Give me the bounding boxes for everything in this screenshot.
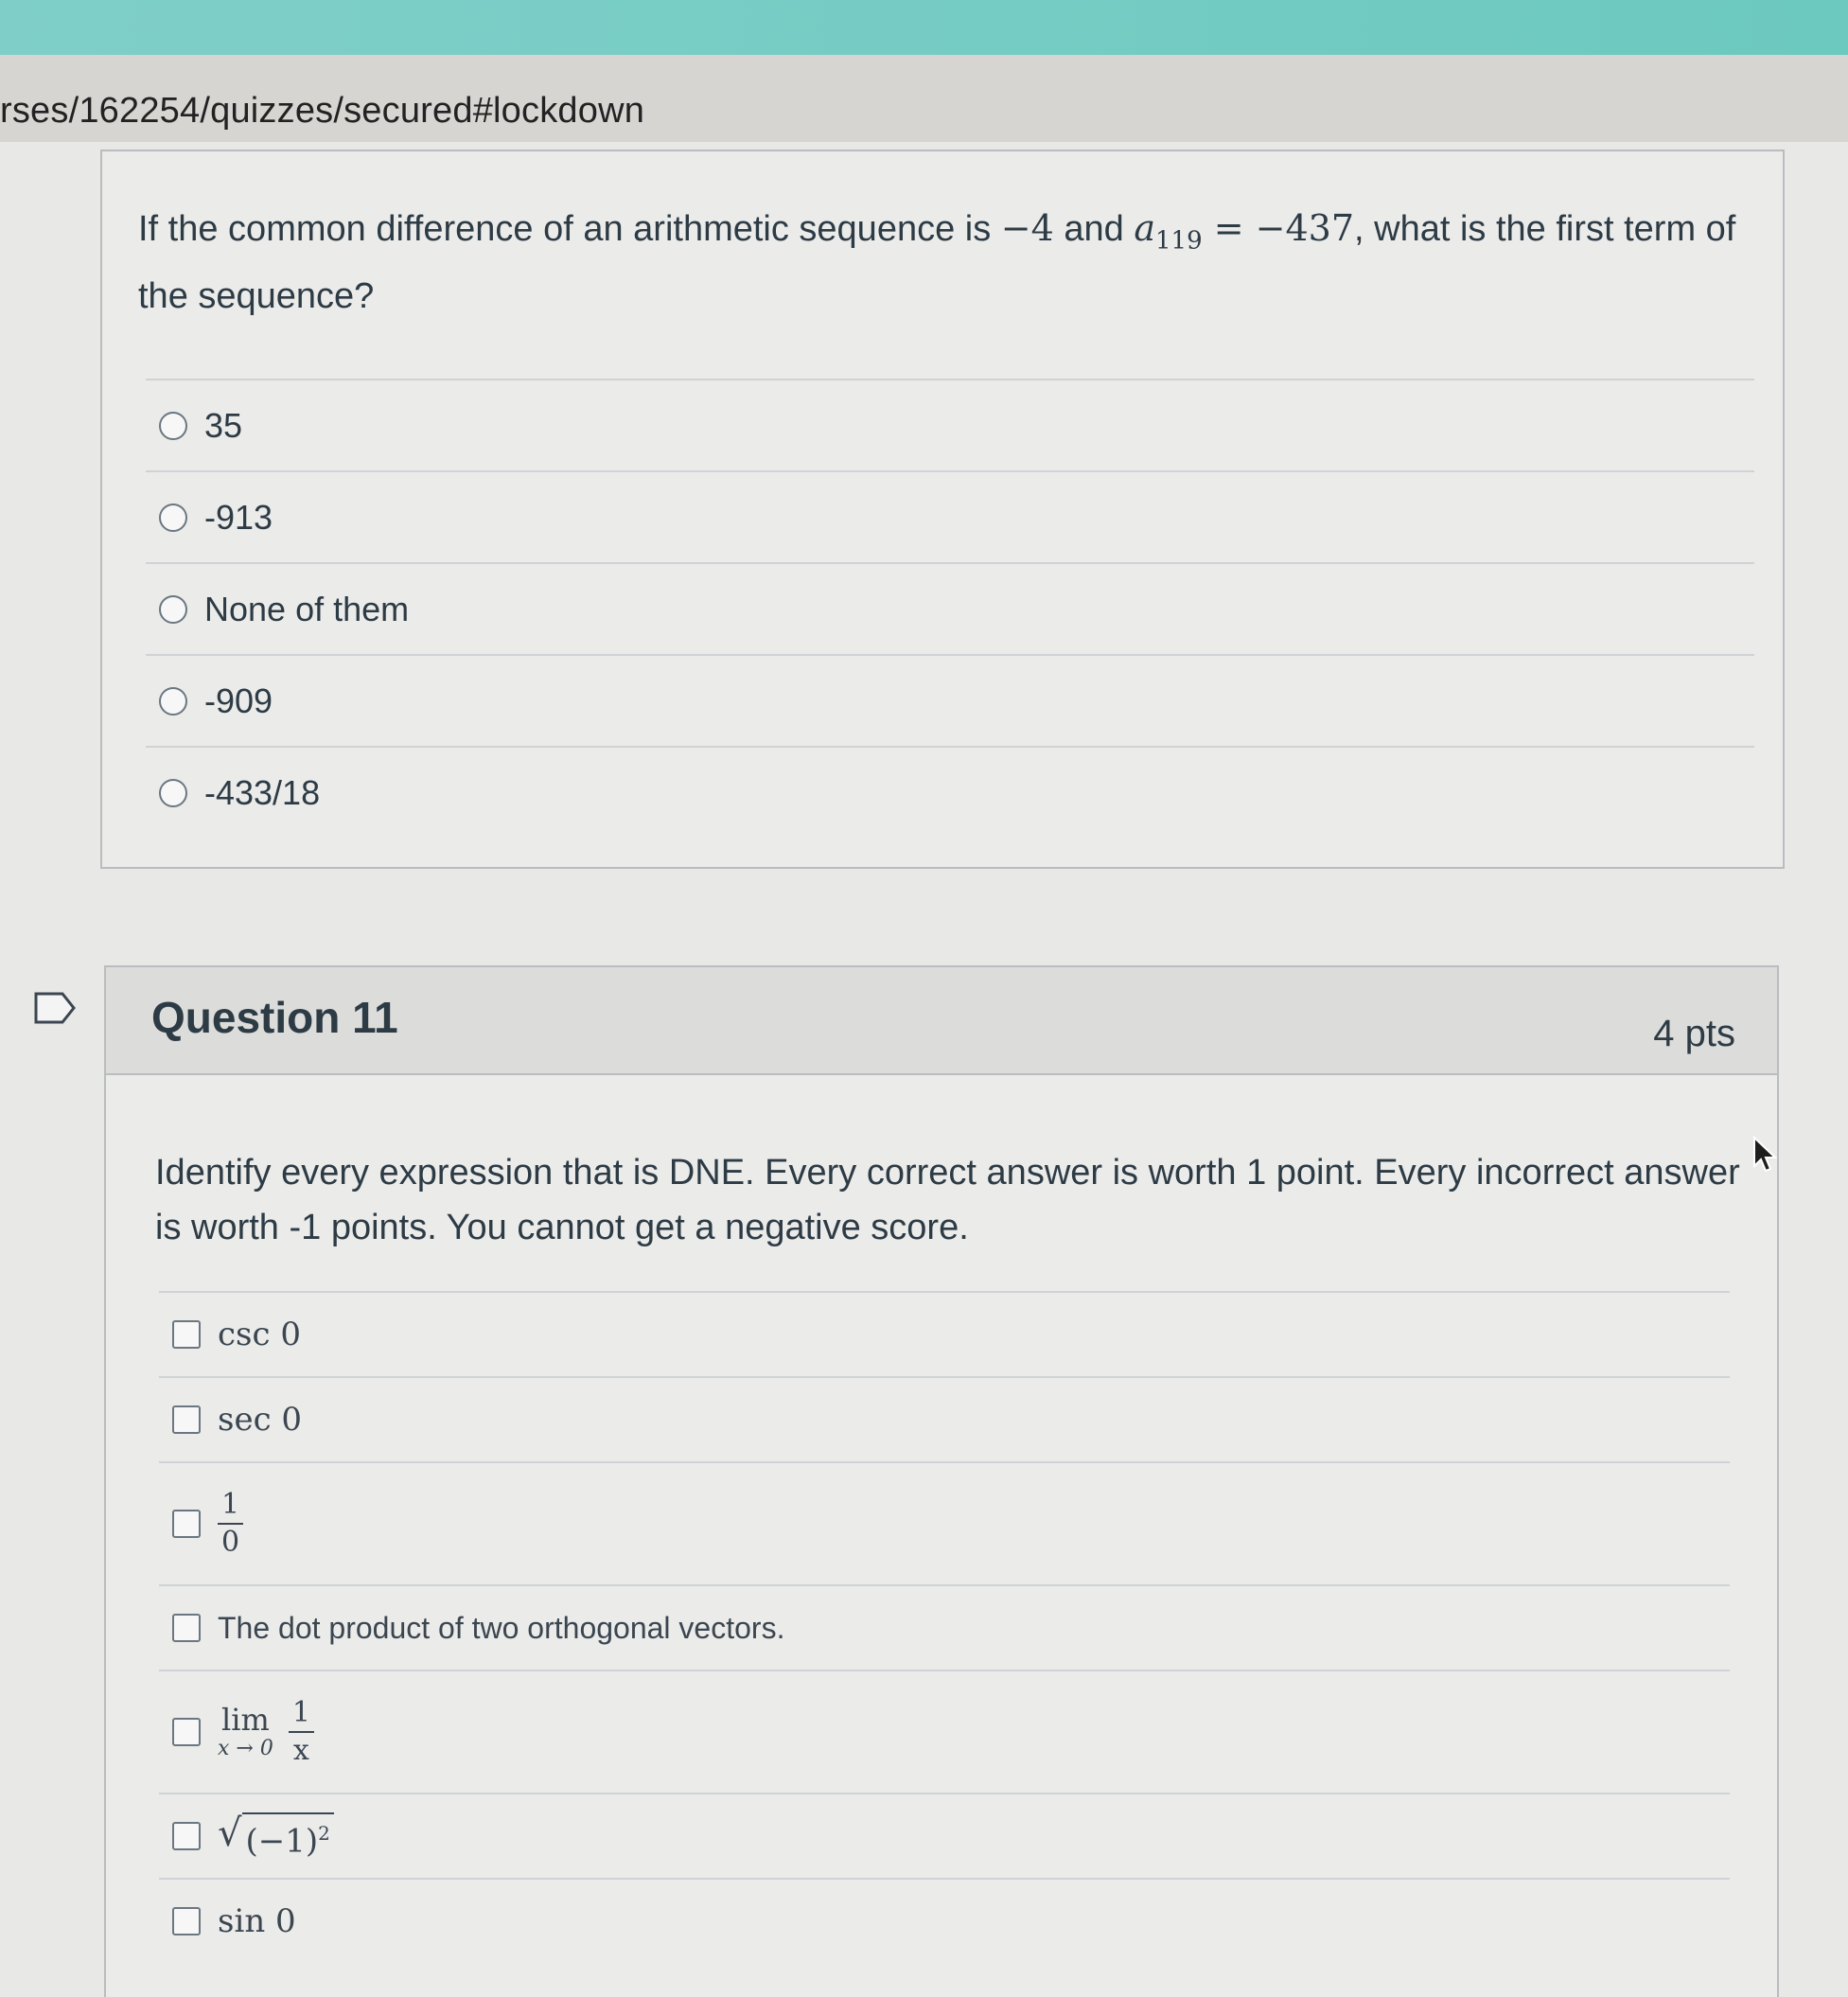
limit-expression [218, 1695, 314, 1769]
fraction-numerator: 1 [218, 1487, 243, 1525]
answer-option[interactable] [159, 1291, 1730, 1376]
question-points: 4 pts [1653, 1013, 1735, 1054]
term-expression [1134, 207, 1355, 256]
limit-operator [218, 1703, 273, 1761]
radio-button[interactable] [159, 687, 187, 716]
term-value: −437 [1255, 207, 1355, 249]
sqrt-expression [218, 1812, 334, 1860]
answer-option[interactable] [159, 1584, 1730, 1670]
checkbox[interactable] [172, 1320, 201, 1349]
term-variable: a [1134, 207, 1155, 249]
question-text-part: , what is the first term of the sequence? [138, 209, 1736, 316]
answer-option[interactable] [146, 746, 1754, 838]
answer-option[interactable] [146, 654, 1754, 746]
sqrt-radicand [242, 1812, 334, 1860]
answer-label: -913 [204, 497, 273, 537]
answer-list [146, 379, 1754, 838]
answer-label: The dot product of two orthogonal vectors. [218, 1610, 785, 1645]
answer-label: -909 [204, 680, 273, 720]
answer-option[interactable] [159, 1878, 1730, 1963]
answer-list [159, 1291, 1730, 1963]
mouse-cursor-icon [1752, 1136, 1777, 1174]
url-text[interactable]: rses/162254/quizzes/secured#lockdown [0, 91, 645, 131]
question-header [106, 967, 1777, 1075]
flag-shape [36, 994, 74, 1022]
flag-question-icon[interactable] [34, 992, 76, 1024]
answer-label: -433/18 [204, 772, 321, 812]
checkbox[interactable] [172, 1510, 201, 1538]
fraction-denominator: x [292, 1734, 309, 1767]
checkbox[interactable] [172, 1614, 201, 1642]
cursor-shape [1754, 1138, 1775, 1171]
question-10-text [138, 201, 1747, 324]
answer-label: csc 0 [218, 1316, 301, 1353]
checkbox[interactable] [172, 1405, 201, 1434]
sqrt-icon: √ [218, 1811, 242, 1855]
question-title: Question 11 [151, 993, 398, 1042]
radio-button[interactable] [159, 595, 187, 624]
question-text-part: If the common difference of an arithmetic sequence is [138, 209, 1001, 249]
answer-label: 35 [204, 405, 243, 445]
question-text-part: and [1053, 209, 1135, 249]
answer-label: sin 0 [218, 1902, 296, 1940]
limit-op-text: lim [221, 1702, 270, 1738]
answer-option[interactable] [159, 1376, 1730, 1461]
answer-label: sec 0 [218, 1401, 303, 1439]
question-11-text: Identify every expression that is DNE. Every correct answer is worth 1 point. Every incorrect answer is worth -1 points. You cannot get a negative score. [155, 1153, 1740, 1247]
fraction-expression [218, 1487, 243, 1561]
term-index: 119 [1155, 226, 1203, 256]
sqrt-base: (−1) [245, 1822, 319, 1861]
fraction-denominator: 0 [221, 1526, 240, 1559]
equals-sign: = [1202, 207, 1256, 249]
quiz-page [0, 142, 1848, 1997]
radio-button[interactable] [159, 779, 187, 807]
checkbox[interactable] [172, 1907, 201, 1935]
fraction-expression [289, 1695, 314, 1769]
radio-button[interactable] [159, 504, 187, 532]
answer-option[interactable] [146, 470, 1754, 562]
answer-label: None of them [204, 589, 410, 628]
answer-option[interactable] [159, 1461, 1730, 1584]
answer-option[interactable] [146, 562, 1754, 654]
common-difference: −4 [1000, 207, 1054, 249]
checkbox[interactable] [172, 1822, 201, 1850]
fraction-numerator: 1 [289, 1695, 314, 1733]
question-10-card [100, 150, 1785, 869]
checkbox[interactable] [172, 1718, 201, 1746]
answer-option[interactable] [159, 1793, 1730, 1878]
radio-button[interactable] [159, 412, 187, 440]
question-11-card [104, 965, 1779, 1997]
answer-option[interactable] [146, 379, 1754, 470]
limit-subscript: x → 0 [218, 1737, 273, 1760]
sqrt-exponent: 2 [318, 1821, 330, 1845]
answer-option[interactable] [159, 1670, 1730, 1793]
